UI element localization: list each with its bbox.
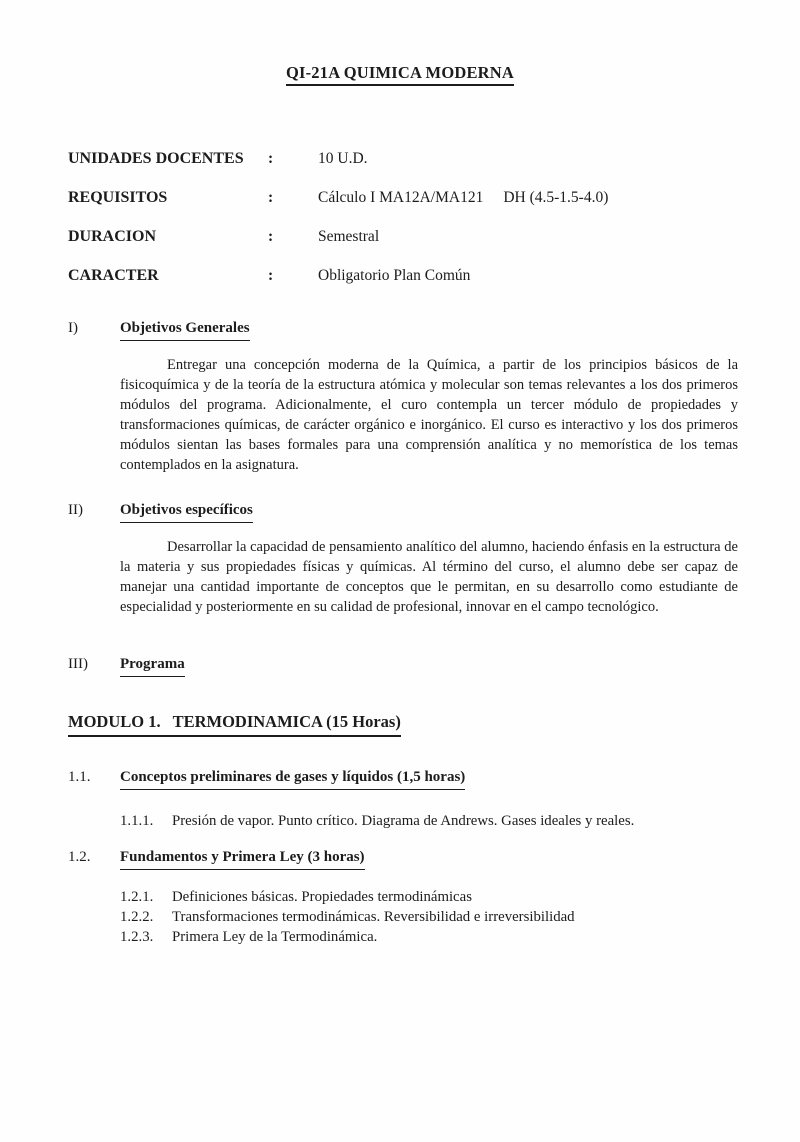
info-colon: : — [268, 228, 274, 245]
info-value: Obligatorio Plan Común — [318, 267, 471, 284]
info-value: 10 U.D. — [318, 150, 368, 167]
section-heading-row — [68, 653, 738, 677]
topic-1-1 — [68, 766, 738, 831]
item-text: Primera Ley de la Termodinámica. — [172, 929, 378, 945]
topic-item — [120, 907, 738, 927]
topic-item — [120, 887, 738, 907]
topic-item — [120, 927, 738, 947]
topic-heading: Conceptos preliminares de gases y líquidos (1,5 horas) — [120, 766, 465, 790]
topic-heading-row — [68, 846, 738, 870]
topic-heading-row — [68, 766, 738, 790]
topic-items — [68, 811, 738, 831]
item-text: Presión de vapor. Punto crítico. Diagrama de Andrews. Gases ideales y reales. — [172, 813, 635, 829]
info-value: Semestral — [318, 228, 380, 245]
topic-number: 1.2. — [68, 849, 91, 865]
info-colon: : — [268, 150, 274, 167]
course-info-row-caracter — [68, 266, 608, 286]
item-text: Transformaciones termodinámicas. Reversibilidad e irreversibilidad — [172, 909, 575, 925]
info-colon: : — [268, 189, 274, 206]
module-number: MODULO 1. — [68, 712, 161, 731]
course-info-table — [68, 149, 608, 305]
module-heading — [68, 710, 401, 737]
item-number: 1.2.2. — [120, 909, 154, 925]
course-info-row-unidades — [68, 149, 608, 169]
page-title — [0, 63, 800, 86]
item-text: Definiciones básicas. Propiedades termodinámicas — [172, 889, 472, 905]
module-heading-text — [68, 710, 401, 737]
section-heading: Programa — [120, 653, 185, 677]
section-numeral: III) — [68, 656, 88, 672]
section-objetivos-generales — [68, 317, 738, 475]
topic-heading: Fundamentos y Primera Ley (3 horas) — [120, 846, 365, 870]
info-value: Cálculo I MA12A/MA121 — [318, 189, 484, 206]
info-label: CARACTER — [68, 267, 159, 284]
topic-1-2 — [68, 846, 738, 947]
topic-items — [68, 887, 738, 947]
section-numeral: I) — [68, 320, 78, 336]
course-info-row-requisitos — [68, 188, 608, 208]
item-number: 1.2.3. — [120, 929, 154, 945]
section-paragraph: Entregar una concepción moderna de la Química, a partir de los principios básicos de la fisicoquímica y de la teoría de la estructura atómica y molecular son temas relevantes a los dos primeros módulos del programa. Adicionalmente, el curo contempla un tercer módulo de propiedades y transformaciones químicas, de carácter orgánico e inorgánico. El curso es interactivo y los dos primeros módulos sientan las bases formales para una comprensión analítica y no memorística de los temas contemplados en la asignatura. — [120, 357, 738, 473]
page-title-text: QI-21A QUIMICA MODERNA — [286, 63, 514, 86]
section-heading: Objetivos Generales — [120, 317, 250, 341]
section-numeral: II) — [68, 502, 83, 518]
section-objetivos-especificos — [68, 499, 738, 617]
section-heading-row — [68, 499, 738, 523]
section-heading-row — [68, 317, 738, 341]
info-colon: : — [268, 267, 274, 284]
module-title: TERMODINAMICA (15 Horas) — [172, 712, 401, 731]
item-number: 1.2.1. — [120, 889, 154, 905]
section-programa — [68, 653, 738, 677]
section-paragraph: Desarrollar la capacidad de pensamiento analítico del alumno, haciendo énfasis en la estructura de la materia y sus propiedades físicas y químicas. Al término del curso, el alumno debe ser capaz de manejar una cantidad importante de conceptos que le permitan, en su desarrollo como estudiante de especialidad y posteriormente en su calidad de profesional, innovar en el campo tecnológico. — [120, 539, 738, 615]
topic-number: 1.1. — [68, 769, 91, 785]
item-number: 1.1.1. — [120, 813, 154, 829]
info-label: REQUISITOS — [68, 189, 168, 206]
section-heading: Objetivos específicos — [120, 499, 253, 523]
topic-item — [120, 811, 738, 831]
course-info-row-duracion — [68, 227, 608, 247]
info-value-extra: DH (4.5-1.5-4.0) — [503, 189, 609, 206]
info-label: UNIDADES DOCENTES — [68, 150, 244, 167]
info-label: DURACION — [68, 228, 156, 245]
